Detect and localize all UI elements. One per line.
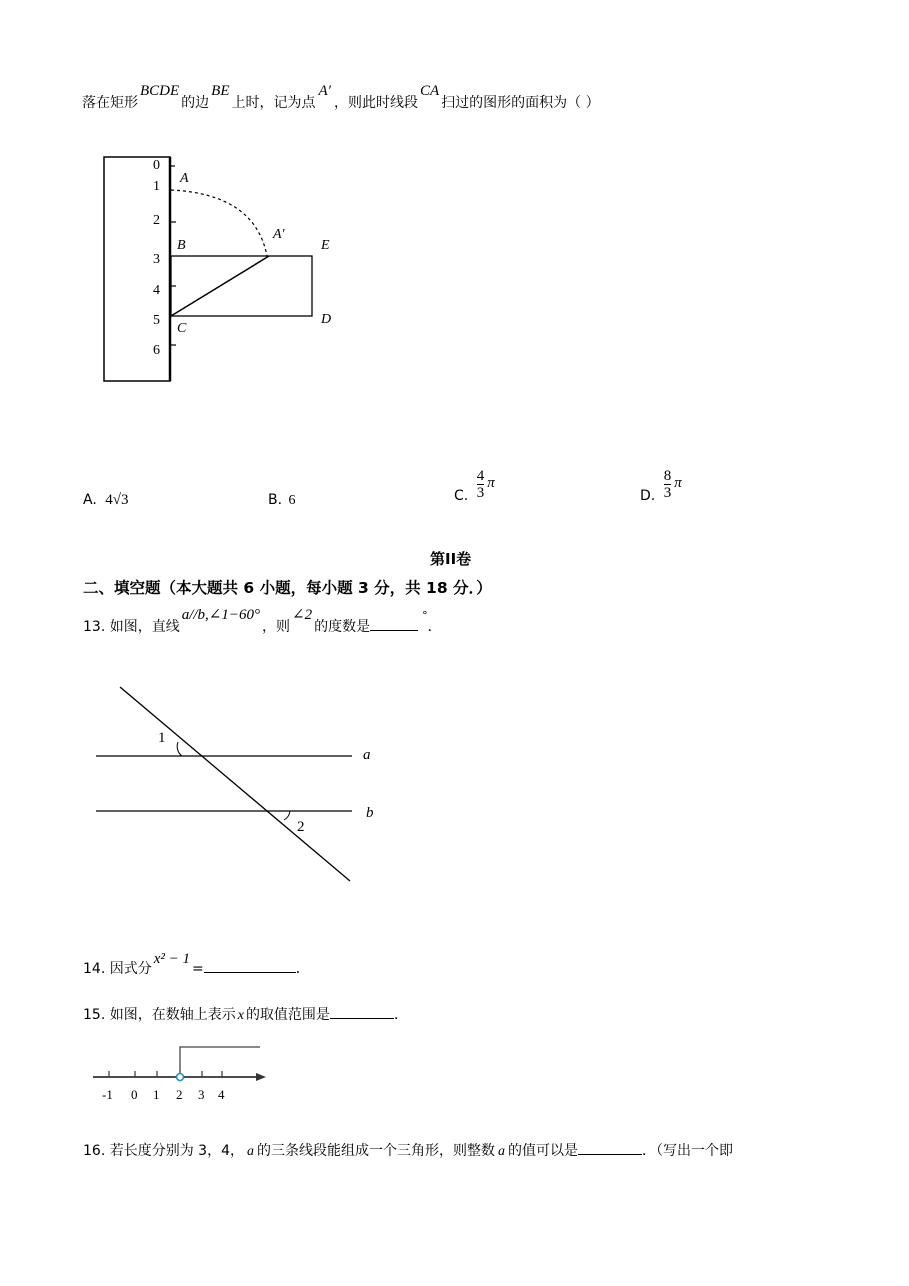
q12-math-be: BE — [211, 83, 230, 99]
option-d-fraction — [664, 468, 672, 501]
axis-label-3: 3 — [198, 1087, 205, 1102]
q15-number: 15. — [83, 1007, 106, 1023]
option-d-numerator: 8 — [663, 468, 672, 484]
volume-title: 第II卷 — [430, 550, 472, 568]
q13-math-angle2: ∠2 — [292, 607, 313, 623]
q16-text-2: 的三条线段能组成一个三角形，则整数 — [256, 1143, 495, 1159]
line-a-label: a — [363, 747, 371, 763]
option-d-pi: π — [674, 474, 682, 491]
q12-math-ca: CA — [419, 83, 440, 99]
q12-text-4: ，则此时线段 — [333, 95, 418, 111]
q13-math-cond: a//b,∠1−60° — [181, 607, 260, 623]
q14-number: 14. — [83, 961, 106, 977]
q13-answer-blank[interactable] — [370, 616, 418, 631]
segment-ca-prime — [171, 256, 269, 316]
endpoint-marker — [177, 1074, 184, 1081]
transversal — [120, 687, 350, 881]
q16-answer-blank[interactable] — [578, 1140, 642, 1155]
angle-1-label: 1 — [158, 730, 166, 746]
ruler-body — [104, 157, 170, 381]
option-c-denominator: 3 — [476, 485, 485, 501]
axis-label-0: 0 — [131, 1087, 138, 1102]
ruler-tick-1: 1 — [153, 179, 160, 194]
q15-text-2: 的取值范围是 — [245, 1007, 330, 1023]
q14-text-2: = — [192, 961, 204, 977]
q16-text-3: 的值可以是 — [507, 1143, 578, 1159]
line-b-label: b — [366, 805, 374, 821]
angle-2-arc — [284, 811, 290, 820]
ruler-tick-6: 6 — [153, 343, 160, 358]
option-b — [268, 492, 296, 509]
section-heading: 二、填空题（本大题共 6 小题，每小题 3 分，共 18 分．） — [83, 579, 492, 597]
q13-end: ． — [427, 619, 442, 635]
ruler-tick-0: 0 — [153, 158, 160, 173]
q15-text-1: 如图，在数轴上表示 — [109, 1007, 236, 1023]
q13-number: 13. — [83, 619, 106, 635]
option-b-value: 6 — [288, 493, 296, 508]
option-d — [640, 468, 682, 504]
q13-stem — [83, 606, 442, 636]
axis-label-neg1: -1 — [102, 1087, 113, 1102]
angle-1-arc — [177, 742, 182, 756]
rectangle-bcde — [171, 256, 312, 316]
angle-2-label: 2 — [297, 819, 305, 835]
label-a-prime: A′ — [273, 227, 285, 242]
q15-var-x: x — [237, 1008, 244, 1023]
q13-text-2: ，则 — [262, 619, 290, 635]
q16-end: ．（写出一个即 — [641, 1143, 733, 1159]
q12-text-2: 的边 — [181, 95, 210, 111]
ruler-tick-5: 5 — [153, 313, 160, 328]
q12-stem-line — [82, 84, 600, 114]
q15-answer-blank[interactable] — [330, 1004, 394, 1019]
q13-text-3: 的度数是 — [314, 619, 371, 635]
q12-text-1: 落在矩形 — [82, 95, 138, 111]
label-a: A — [180, 171, 189, 186]
q15-number-line — [88, 1040, 278, 1106]
q12-text-5: 扫过的图形的面积为（ ） — [441, 95, 600, 111]
q14-answer-blank[interactable] — [204, 958, 296, 973]
option-a-label: A. — [83, 492, 97, 508]
label-b: B — [177, 238, 186, 253]
q14-stem — [83, 948, 310, 978]
ruler-tick-4: 4 — [153, 283, 160, 298]
q12-math-aprime: A′ — [318, 83, 331, 99]
q13-degree: ° — [422, 609, 428, 622]
q16-var-a2: a — [497, 1144, 505, 1159]
label-e: E — [321, 238, 330, 253]
solution-ray — [180, 1047, 260, 1074]
option-a-value: 4√3 — [105, 492, 129, 508]
option-c-pi: π — [487, 474, 495, 491]
axis-label-4: 4 — [218, 1087, 225, 1102]
label-c: C — [177, 321, 187, 336]
option-d-denominator: 3 — [663, 485, 672, 501]
q16-number: 16. — [83, 1143, 106, 1159]
q12-text-3: 上时，记为点 — [231, 95, 316, 111]
option-a — [83, 492, 128, 509]
q13-figure — [90, 680, 390, 890]
q14-end: ． — [295, 961, 310, 977]
q16-stem — [83, 1140, 733, 1160]
q15-end: ． — [393, 1007, 408, 1023]
q14-text-1: 因式分 — [109, 961, 152, 977]
option-c-label: C. — [454, 487, 469, 504]
option-c-fraction — [477, 468, 485, 501]
ruler-tick-3: 3 — [153, 252, 160, 267]
option-c-numerator: 4 — [476, 468, 485, 484]
q12-figure — [95, 150, 355, 390]
axis-arrow — [256, 1073, 266, 1081]
q15-stem — [83, 1004, 408, 1024]
option-b-label: B. — [268, 492, 283, 508]
axis-ticks — [109, 1071, 222, 1077]
q12-math-bcde: BCDE — [140, 83, 180, 99]
ruler-tick-2: 2 — [153, 213, 160, 228]
q14-math-expr: x² − 1 — [153, 951, 190, 967]
q16-text-1: 若长度分别为 3，4， — [109, 1143, 244, 1159]
axis-label-2: 2 — [176, 1087, 183, 1102]
axis-label-1: 1 — [153, 1087, 160, 1102]
q13-text-1: 如图，直线 — [109, 619, 180, 635]
q16-var-a: a — [246, 1144, 254, 1159]
option-d-label: D. — [640, 487, 656, 504]
option-c — [454, 468, 495, 504]
label-d: D — [321, 312, 332, 327]
